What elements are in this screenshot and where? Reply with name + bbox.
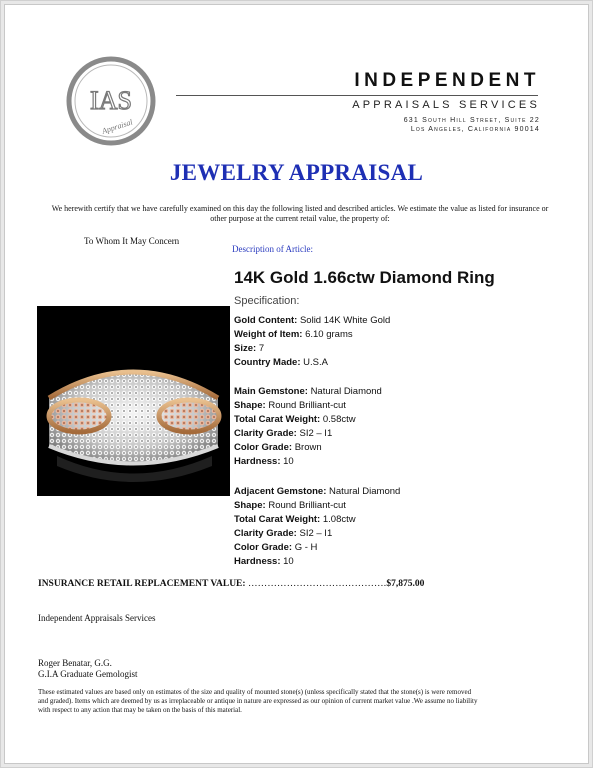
ring-photo (37, 306, 230, 496)
insurance-amount: $7,875.00 (386, 579, 425, 589)
company-address (300, 116, 540, 134)
spec-main-gemstone: Main Gemstone: Natural Diamond (234, 386, 382, 397)
item-title: 14K Gold 1.66ctw Diamond Ring (234, 268, 495, 287)
insurance-value-line (38, 579, 424, 589)
spec-main-carat: Total Carat Weight: 0.58ctw (234, 414, 356, 425)
ias-logo (66, 56, 156, 146)
logo-letters: IAS (90, 86, 132, 115)
specification-label: Specification: (234, 295, 300, 307)
signature-company: Independent Appraisals Services (38, 613, 156, 623)
address-line-2: Los Angeles, California 90014 (410, 126, 540, 133)
insurance-dots: ……………………………………. (247, 579, 387, 589)
description-label: Description of Article: (232, 244, 313, 254)
spec-main-color: Color Grade: Brown (234, 442, 322, 453)
address-line-1: 631 South Hill Street, Suite 22 (403, 117, 540, 124)
spec-main-clarity: Clarity Grade: SI2 – I1 (234, 428, 333, 439)
spec-adjacent-clarity: Clarity Grade: SI2 – I1 (234, 528, 333, 539)
company-subtitle: APPRAISALS SERVICES (352, 99, 540, 111)
certification-text: We herewith certify that we have carefully examined on this day the following listed and described articles. We estimate the value as listed for insurance or other purpose at the current retail value, the property of: (51, 204, 549, 223)
signature-block (38, 658, 137, 680)
appraiser-title: G.I.A Graduate Gemologist (38, 669, 138, 679)
ring-illustration (37, 306, 230, 496)
recipient: To Whom It May Concern (84, 236, 180, 246)
header-rule (176, 95, 538, 96)
spec-adjacent-color: Color Grade: G - H (234, 542, 318, 553)
spec-country: Country Made: U.S.A (234, 357, 328, 368)
spec-adjacent-shape: Shape: Round Brilliant-cut (234, 500, 346, 511)
spec-weight: Weight of Item: 6.10 grams (234, 329, 353, 340)
general-specs (234, 314, 390, 370)
spec-adjacent-gemstone: Adjacent Gemstone: Natural Diamond (234, 486, 401, 497)
adjacent-gemstone-specs (234, 485, 400, 569)
spec-size: Size: 7 (234, 343, 265, 354)
spec-main-shape: Shape: Round Brilliant-cut (234, 400, 346, 411)
insurance-label: INSURANCE RETAIL REPLACEMENT VALUE: (38, 579, 246, 589)
spec-adjacent-hardness: Hardness: 10 (234, 556, 294, 567)
document-title: JEWELRY APPRAISAL (169, 160, 424, 185)
appraiser-name: Roger Benatar, G.G. (38, 658, 112, 668)
spec-main-hardness: Hardness: 10 (234, 456, 294, 467)
spec-adjacent-carat: Total Carat Weight: 1.08ctw (234, 514, 356, 525)
disclaimer-text: These estimated values are based only on estimates of the size and quality of mounted stone(s) (unless specifically stated that the stone(s) is were removed and graded). Items which are deemed by us as irreplaceable or antique in nature are expressed as our opinion of current market value .We assume no liability with respect to any action that may be taken on the basis of this material. (38, 688, 478, 714)
spec-gold-content: Gold Content: Solid 14K White Gold (234, 315, 391, 326)
logo-arc-text: Appraisal (100, 117, 134, 136)
main-gemstone-specs (234, 385, 382, 469)
company-name: INDEPENDENT (354, 70, 540, 91)
